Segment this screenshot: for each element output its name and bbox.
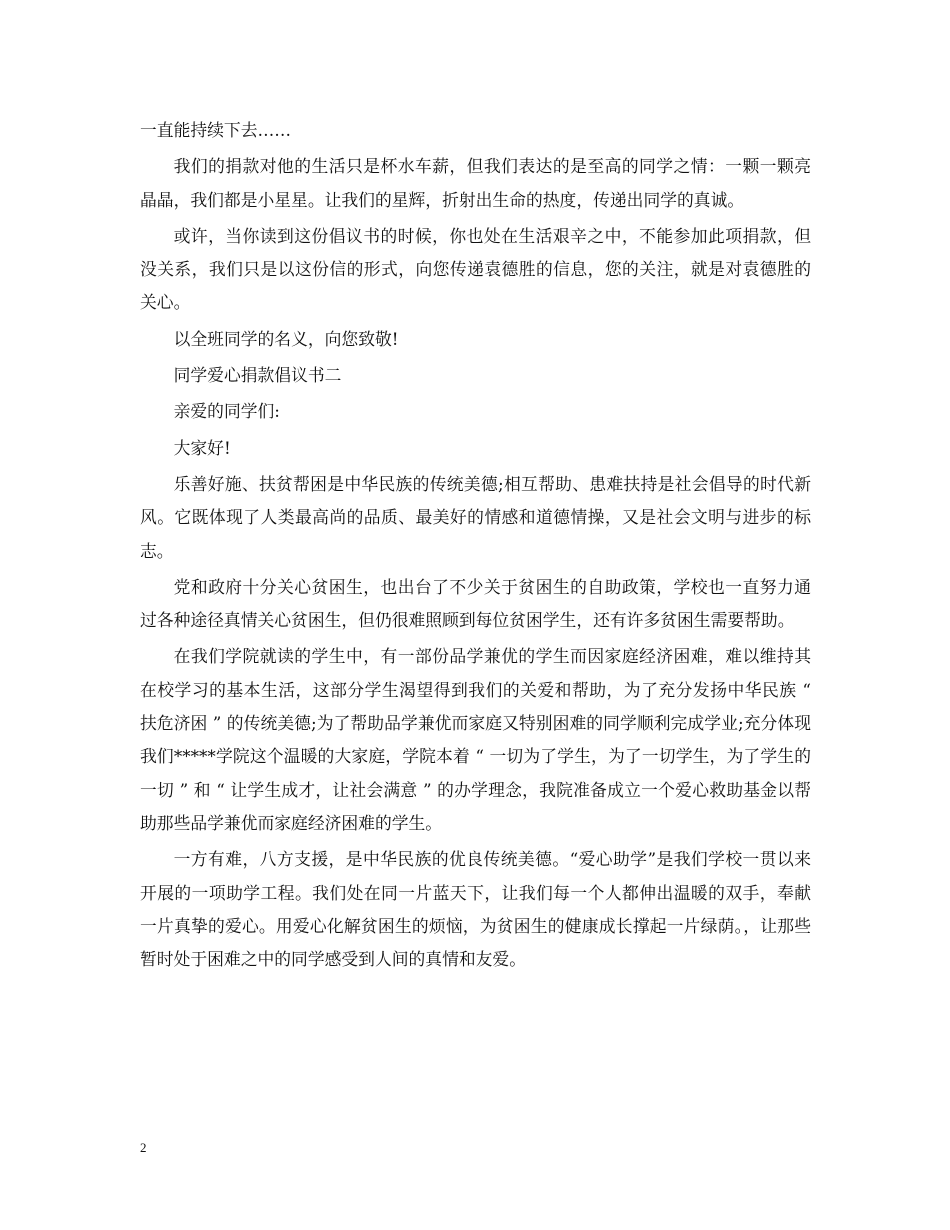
- salutation: 亲爱的同学们:: [173, 401, 280, 422]
- section-heading: 同学爱心捐款倡议书二: [173, 365, 342, 386]
- paragraph-hardship-note: 或许，当你读到这份倡议书的时候，你也处在生活艰辛之中，不能参加此项捐款，但没关系，我们只是以这份信的形式，向您传递袁德胜的信息，您的关注，就是对袁德胜的关心。: [140, 225, 811, 313]
- paragraph-continuation: 一直能持续下去……: [140, 120, 292, 140]
- paragraph-salute: 以全班同学的名义，向您致敬!: [173, 328, 399, 349]
- document-body: [140, 114, 811, 979]
- paragraph-donation-meaning: 我们的捐款对他的生活只是杯水车薪，但我们表达的是至高的同学之情：一颗一颗亮晶晶，我们都是小星星。让我们的星辉，折射出生命的热度，传递出同学的真诚。: [140, 156, 811, 210]
- page-number: 2: [140, 1140, 147, 1155]
- paragraph-policy: 党和政府十分关心贫困生，也出台了不少关于贫困生的自助政策，学校也一直努力通过各种途径真情关心贫困生，但仍很难照顾到每位贫困学生，还有许多贫困生需要帮助。: [140, 576, 811, 631]
- paragraph-call-to-action: 一方有难，八方支援，是中华民族的优良传统美德。“爱心助学”是我们学校一贯以来开展的一项助学工程。我们处在同一片蓝天下，让我们每一个人都伸出温暖的双手，奉献一片真挚的爱心。用爱心化解贫困生的烦恼，为贫困生的健康成长撑起一片绿荫。，让那些暂时处于困难之中的同学感受到人间的真情和友爱。: [140, 849, 811, 970]
- greeting: 大家好!: [173, 437, 231, 458]
- paragraph-tradition: 乐善好施、扶贫帮困是中华民族的传统美德;相互帮助、患难扶持是社会倡导的时代新风。它既体现了人类最高尚的品质、最美好的情感和道德情操，又是社会文明与进步的标志。: [140, 473, 811, 561]
- paragraph-fund-plan: 在我们学院就读的学生中，有一部份品学兼优的学生而因家庭经济困难，难以维持其在校学习的基本生活，这部分学生渴望得到我们的关爱和帮助，为了充分发扬中华民族 “ 扶危济困 ” 的传统美德;为了帮助品学兼优而家庭又特别困难的同学顺利完成学业;充分体现我们*****学院这个温暖的大家庭，学院本着 “ 一切为了学生，为了一切学生，为了学生的一切 ” 和 “ 让学生成才，让社会满意 ” 的办学理念，我院准备成立一个爱心救助基金以帮助那些品学兼优而家庭经济困难的学生。: [140, 646, 811, 833]
